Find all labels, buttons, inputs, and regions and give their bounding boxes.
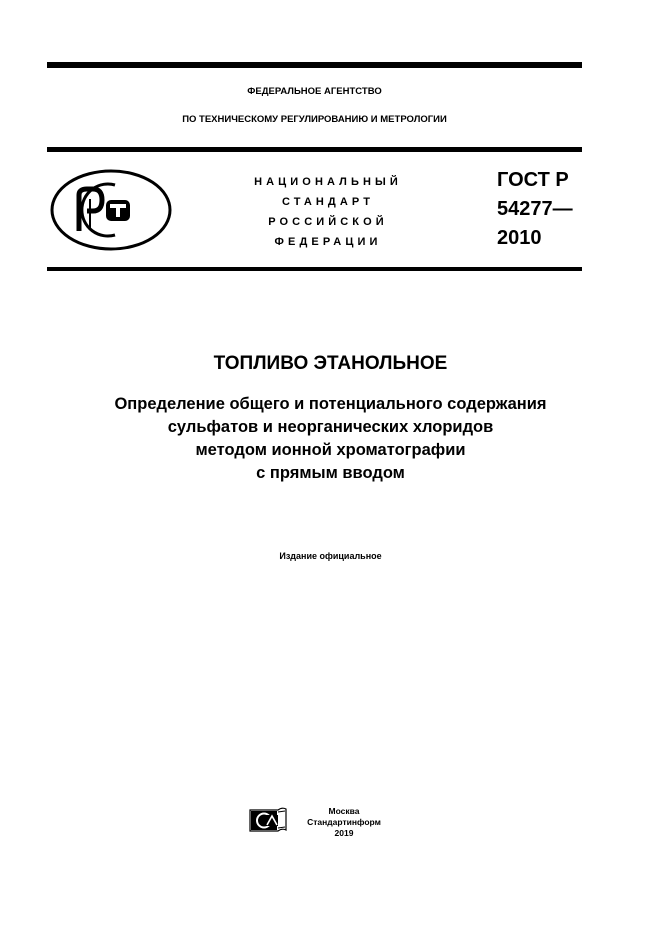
standartinform-logo-icon [248,806,288,834]
national-line: НАЦИОНАЛЬНЫЙ [254,176,402,188]
middle-rule [47,147,582,152]
subtitle-line: Определение общего и потенциального содержания [114,395,547,413]
gost-number [497,166,573,253]
bottom-rule [47,267,582,271]
document-title: ТОПЛИВО ЭТАНОЛЬНОЕ [213,353,448,374]
top-rule [47,62,582,68]
national-standard-label [233,172,423,252]
gost-line: 2010 [497,227,542,249]
subtitle-line: сульфатов и неорганических хлоридов [167,418,494,436]
rst-certification-mark-icon [49,168,173,252]
gost-line: ГОСТ Р [497,169,569,191]
edition-label: Издание официальное [279,551,382,561]
publisher-imprint [305,806,383,839]
national-line: РОССИЙСКОЙ [268,216,388,228]
imprint-year: 2019 [334,828,354,838]
subtitle-line: с прямым вводом [256,464,405,482]
national-line: ФЕДЕРАЦИИ [274,236,382,248]
subtitle-line: методом ионной хроматографии [195,441,466,459]
agency-line-1: ФЕДЕРАЛЬНОЕ АГЕНТСТВО [247,86,382,97]
imprint-publisher: Стандартинформ [307,817,381,827]
imprint-city: Москва [328,806,360,816]
agency-line-2: ПО ТЕХНИЧЕСКОМУ РЕГУЛИРОВАНИЮ И МЕТРОЛОГИИ [182,114,447,125]
document-subtitle [0,393,661,485]
national-line: СТАНДАРТ [281,196,375,208]
gost-line: 54277— [497,198,573,220]
